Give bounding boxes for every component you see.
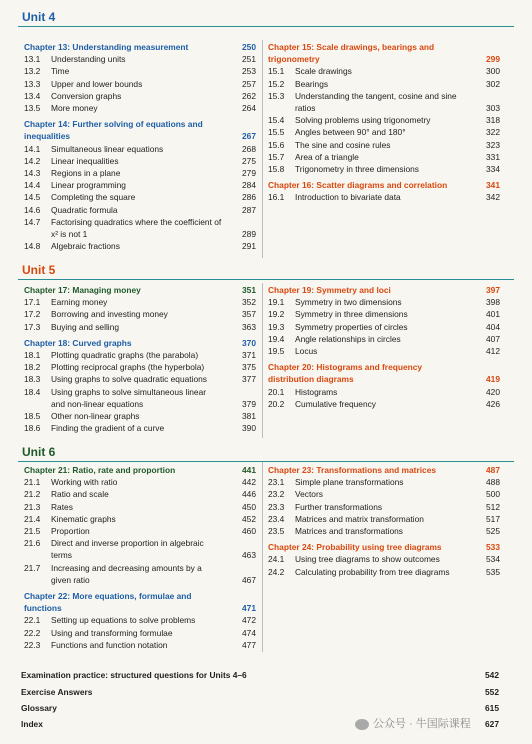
section-entry[interactable]: [268, 525, 500, 537]
section-title: Locus: [295, 346, 318, 357]
chapter-22-heading[interactable]: Chapter 22: More equations, formulae and functions 471: [24, 591, 256, 614]
section-number: 14.7: [24, 216, 41, 227]
chapter-21-heading[interactable]: Chapter 21: Ratio, rate and proportion 441: [24, 465, 256, 475]
section-page: 534: [486, 554, 500, 565]
section-title: Symmetry in two dimensions: [295, 297, 402, 308]
chapter-18-heading[interactable]: Chapter 18: Curved graphs 370: [24, 337, 256, 348]
section-title: Symmetry properties of circles: [295, 321, 408, 332]
section-number: 20.1: [268, 386, 285, 397]
section-page: 275: [242, 155, 256, 166]
chapter-14-heading[interactable]: Chapter 14: Further solving of equations and inequalities 267: [24, 119, 256, 142]
section-entry[interactable]: [24, 386, 256, 410]
section-entry[interactable]: [24, 513, 256, 525]
section-entry[interactable]: [24, 537, 256, 561]
section-number: 24.1: [268, 554, 285, 565]
section-title: Time: [51, 66, 70, 77]
section-entry[interactable]: [24, 639, 256, 651]
section-entry[interactable]: [24, 361, 256, 373]
section-entry[interactable]: [24, 476, 256, 488]
section-title: Using tree diagrams to show outcomes: [295, 554, 440, 565]
unit-4-title: Unit 4: [22, 10, 56, 24]
section-page: 442: [242, 477, 256, 488]
section-page: 375: [242, 362, 256, 373]
section-entry[interactable]: [268, 139, 500, 151]
section-entry[interactable]: [24, 167, 256, 179]
section-number: 14.6: [24, 204, 41, 215]
wechat-icon: [355, 719, 369, 730]
section-entry[interactable]: [268, 398, 500, 410]
section-number: 23.4: [268, 513, 285, 524]
section-page: 446: [242, 489, 256, 500]
section-entry[interactable]: [268, 553, 500, 565]
section-entry[interactable]: [24, 410, 256, 422]
section-title: Introduction to bivariate data: [295, 192, 401, 203]
section-page: 525: [486, 526, 500, 537]
back-matter-glossary[interactable]: Glossary 615: [21, 703, 499, 713]
section-entry[interactable]: [24, 373, 256, 385]
section-title: Trigonometry in three dimensions: [295, 164, 419, 175]
section-title: Linear inequalities: [51, 155, 119, 166]
section-page: 323: [486, 139, 500, 150]
section-title: Conversion graphs: [51, 90, 122, 101]
section-title: Algebraic fractions: [51, 241, 120, 252]
section-entry[interactable]: [24, 501, 256, 513]
section-number: 13.2: [24, 66, 41, 77]
section-title: Working with ratio: [51, 477, 118, 488]
section-page: 467: [242, 574, 256, 585]
section-number: 18.2: [24, 362, 41, 373]
chapter-15-sections: [268, 65, 500, 175]
chapter-13-heading[interactable]: Chapter 13: Understanding measurement 250: [24, 42, 256, 52]
section-entry[interactable]: [268, 488, 500, 500]
section-number: 18.1: [24, 350, 41, 361]
section-title: Area of a triangle: [295, 151, 359, 162]
section-page: 426: [486, 398, 500, 409]
section-page: 398: [486, 297, 500, 308]
section-number: 13.3: [24, 78, 41, 89]
section-number: 15.2: [268, 78, 285, 89]
back-matter-index[interactable]: Index 627: [21, 719, 499, 729]
section-number: 23.3: [268, 501, 285, 512]
section-title: Further transformations: [295, 501, 383, 512]
section-number: 20.2: [268, 398, 285, 409]
section-entry[interactable]: [268, 345, 500, 357]
section-title: Histograms: [295, 386, 338, 397]
section-number: 15.3: [268, 90, 285, 101]
section-number: 17.3: [24, 321, 41, 332]
section-page: 322: [486, 127, 500, 138]
section-page: 268: [242, 143, 256, 154]
section-page: 302: [486, 78, 500, 89]
section-title: Proportion: [51, 526, 90, 537]
section-page: 291: [242, 241, 256, 252]
section-entry[interactable]: [24, 296, 256, 308]
section-number: 19.1: [268, 297, 285, 308]
unit-5-right-column: [268, 284, 500, 410]
section-number: 14.3: [24, 168, 41, 179]
section-page: 257: [242, 78, 256, 89]
section-title: Simultaneous linear equations: [51, 143, 164, 154]
section-page: 463: [242, 550, 256, 561]
section-title: Bearings: [295, 78, 329, 89]
watermark: 公众号 · 牛国际课程: [355, 714, 505, 734]
section-page: 357: [242, 309, 256, 320]
section-number: 16.1: [268, 192, 285, 203]
unit-6-right-column: [268, 464, 500, 578]
section-page: 460: [242, 526, 256, 537]
section-entry[interactable]: [268, 151, 500, 163]
section-page: 352: [242, 297, 256, 308]
section-number: 15.5: [268, 127, 285, 138]
chapter-17-heading[interactable]: Chapter 17: Managing money 351: [24, 285, 256, 295]
section-entry[interactable]: [24, 179, 256, 191]
section-entry[interactable]: [268, 566, 500, 578]
unit-5-header: [18, 261, 514, 280]
section-entry[interactable]: [268, 333, 500, 345]
section-number: 21.6: [24, 538, 41, 549]
section-page: 535: [486, 566, 500, 577]
column-divider: [262, 283, 263, 438]
section-entry[interactable]: [24, 143, 256, 155]
section-page: 390: [242, 423, 256, 434]
section-title: Factorising quadratics where the coefficient of x² is not 1: [51, 216, 222, 240]
section-title: Plotting quadratic graphs (the parabola): [51, 350, 199, 361]
section-entry[interactable]: [24, 614, 256, 626]
section-title: Kinematic graphs: [51, 513, 116, 524]
section-page: 287: [242, 204, 256, 215]
section-entry[interactable]: [24, 321, 256, 333]
section-number: 13.5: [24, 103, 41, 114]
column-divider: [262, 40, 263, 258]
section-title: Quadratic formula: [51, 204, 118, 215]
section-entry[interactable]: [24, 65, 256, 77]
section-page: 404: [486, 321, 500, 332]
section-title: Regions in a plane: [51, 168, 121, 179]
section-title: Linear programming: [51, 180, 126, 191]
section-entry[interactable]: [268, 163, 500, 175]
section-title: Scale drawings: [295, 66, 352, 77]
chapter-21-sections: [24, 476, 256, 586]
section-title: Borrowing and investing money: [51, 309, 168, 320]
section-number: 19.4: [268, 333, 285, 344]
section-number: 15.8: [268, 164, 285, 175]
section-page: 284: [242, 180, 256, 191]
unit-5-left-column: [24, 284, 256, 434]
section-entry[interactable]: [268, 78, 500, 90]
section-title: Completing the square: [51, 192, 136, 203]
section-title: Calculating probability from tree diagrams: [295, 566, 450, 577]
section-title: Using graphs to solve quadratic equations: [51, 374, 207, 385]
section-entry[interactable]: [268, 296, 500, 308]
section-entry[interactable]: [24, 191, 256, 203]
section-page: 450: [242, 501, 256, 512]
section-entry[interactable]: [268, 90, 500, 114]
section-number: 19.5: [268, 346, 285, 357]
section-number: 23.2: [268, 489, 285, 500]
section-number: 21.3: [24, 501, 41, 512]
unit-6-left-column: [24, 464, 256, 651]
section-title: Solving problems using trigonometry: [295, 115, 431, 126]
section-title: Using graphs to solve simultaneous linear and non-linear equations: [51, 386, 207, 409]
section-number: 23.1: [268, 477, 285, 488]
back-matter-exam-practice[interactable]: Examination practice: structured questions for Units 4–6 542: [21, 670, 499, 680]
section-entry[interactable]: [24, 102, 256, 114]
section-title: Matrices and matrix transformation: [295, 513, 424, 524]
section-number: 13.4: [24, 90, 41, 101]
section-page: 279: [242, 168, 256, 179]
section-page: 472: [242, 615, 256, 626]
section-entry[interactable]: [24, 78, 256, 90]
section-page: 407: [486, 333, 500, 344]
section-page: 286: [242, 192, 256, 203]
chapter-19-heading[interactable]: Chapter 19: Symmetry and loci 397: [268, 285, 500, 295]
unit-6-header: [18, 443, 514, 462]
section-title: Finding the gradient of a curve: [51, 423, 165, 434]
unit-4-right-column: [268, 41, 500, 204]
chapter-23-sections: [268, 476, 500, 537]
section-number: 15.4: [268, 115, 285, 126]
section-page: 318: [486, 115, 500, 126]
section-page: 474: [242, 627, 256, 638]
chapter-13-sections: [24, 53, 256, 114]
section-page: 377: [242, 374, 256, 385]
chapter-19-sections: [268, 296, 500, 357]
section-page: 381: [242, 411, 256, 422]
chapter-20-sections: [268, 386, 500, 410]
section-page: 264: [242, 103, 256, 114]
section-title: Simple plane transformations: [295, 477, 404, 488]
section-title: Rates: [51, 501, 73, 512]
section-number: 17.1: [24, 297, 41, 308]
section-entry[interactable]: [24, 562, 256, 586]
section-page: 253: [242, 66, 256, 77]
section-number: 21.7: [24, 562, 41, 573]
section-entry[interactable]: [24, 525, 256, 537]
section-title: Matrices and transformations: [295, 526, 403, 537]
chapter-24-heading[interactable]: Chapter 24: Probability using tree diagrams 533: [268, 542, 500, 553]
section-page: 289: [242, 229, 256, 240]
chapter-22-sections: [24, 614, 256, 651]
chapter-16-heading[interactable]: Chapter 16: Scatter diagrams and correlation 341: [268, 180, 500, 191]
section-number: 22.3: [24, 639, 41, 650]
section-title: Understanding units: [51, 54, 126, 65]
chapter-18-sections: [24, 349, 256, 434]
section-entry[interactable]: [24, 422, 256, 434]
chapter-16-sections: [268, 191, 500, 203]
section-title: The sine and cosine rules: [295, 139, 391, 150]
section-entry[interactable]: [268, 191, 500, 203]
back-matter-exercise-answers[interactable]: Exercise Answers 552: [21, 687, 499, 697]
section-title: Cumulative frequency: [295, 398, 376, 409]
section-entry[interactable]: [24, 308, 256, 320]
section-page: 262: [242, 90, 256, 101]
section-number: 21.4: [24, 513, 41, 524]
chapter-20-heading[interactable]: Chapter 20: Histograms and frequency distribution diagrams 419: [268, 362, 500, 385]
column-divider: [262, 462, 263, 652]
section-entry[interactable]: [268, 126, 500, 138]
section-title: Functions and function notation: [51, 639, 168, 650]
chapter-23-heading[interactable]: Chapter 23: Transformations and matrices 487: [268, 465, 500, 475]
section-number: 22.1: [24, 615, 41, 626]
section-entry[interactable]: [24, 240, 256, 252]
section-title: Direct and inverse proportion in algebraic terms: [51, 538, 204, 561]
section-page: 401: [486, 309, 500, 320]
section-title: Angles between 90° and 180°: [295, 127, 406, 138]
section-entry[interactable]: [24, 53, 256, 65]
section-entry[interactable]: [268, 308, 500, 320]
section-title: More money: [51, 103, 98, 114]
section-entry[interactable]: [24, 155, 256, 167]
section-number: 22.2: [24, 627, 41, 638]
section-number: 17.2: [24, 309, 41, 320]
section-entry[interactable]: [268, 321, 500, 333]
section-number: 21.5: [24, 526, 41, 537]
section-entry[interactable]: [268, 476, 500, 488]
section-number: 14.4: [24, 180, 41, 191]
section-entry[interactable]: [268, 114, 500, 126]
section-entry[interactable]: [24, 216, 256, 240]
chapter-15-heading[interactable]: Chapter 15: Scale drawings, bearings and trigonometry 299: [268, 42, 500, 65]
section-title: Buying and selling: [51, 321, 119, 332]
section-page: 452: [242, 513, 256, 524]
section-page: 363: [242, 321, 256, 332]
section-page: 342: [486, 192, 500, 203]
unit-4-left-column: [24, 41, 256, 252]
section-number: 14.8: [24, 241, 41, 252]
section-title: Upper and lower bounds: [51, 78, 143, 89]
section-number: 14.2: [24, 155, 41, 166]
chapter-17-sections: [24, 296, 256, 333]
chapter-24-sections: [268, 553, 500, 577]
section-number: 24.2: [268, 566, 285, 577]
section-number: 18.6: [24, 423, 41, 434]
section-page: 300: [486, 66, 500, 77]
chapter-14-sections: [24, 143, 256, 253]
section-entry[interactable]: [24, 90, 256, 102]
section-page: 379: [242, 398, 256, 409]
unit-5-title: Unit 5: [22, 263, 56, 277]
section-entry[interactable]: [268, 501, 500, 513]
section-title: Other non-linear graphs: [51, 411, 140, 422]
section-title: Increasing and decreasing amounts by a given ratio: [51, 562, 202, 585]
section-number: 14.5: [24, 192, 41, 203]
section-page: 488: [486, 477, 500, 488]
section-number: 19.3: [268, 321, 285, 332]
section-title: Setting up equations to solve problems: [51, 615, 196, 626]
section-page: 512: [486, 501, 500, 512]
section-title: Vectors: [295, 489, 323, 500]
section-title: Earning money: [51, 297, 108, 308]
section-entry[interactable]: [268, 386, 500, 398]
section-number: 18.5: [24, 411, 41, 422]
section-page: 331: [486, 151, 500, 162]
section-number: 14.1: [24, 143, 41, 154]
section-entry[interactable]: [24, 627, 256, 639]
section-number: 18.4: [24, 386, 41, 397]
section-entry[interactable]: [24, 488, 256, 500]
section-number: 21.2: [24, 489, 41, 500]
section-number: 15.6: [268, 139, 285, 150]
section-number: 19.2: [268, 309, 285, 320]
section-entry[interactable]: [24, 349, 256, 361]
section-page: 500: [486, 489, 500, 500]
section-entry[interactable]: [268, 65, 500, 77]
section-number: 13.1: [24, 54, 41, 65]
unit-6-title: Unit 6: [22, 445, 56, 459]
unit-4-header: [18, 8, 514, 27]
section-number: 21.1: [24, 477, 41, 488]
section-page: 303: [486, 103, 500, 114]
section-page: 334: [486, 164, 500, 175]
section-page: 477: [242, 639, 256, 650]
section-page: 517: [486, 513, 500, 524]
section-title: Angle relationships in circles: [295, 333, 401, 344]
section-page: 420: [486, 386, 500, 397]
section-page: 412: [486, 346, 500, 357]
section-number: 23.5: [268, 526, 285, 537]
section-title: Ratio and scale: [51, 489, 109, 500]
section-number: 15.7: [268, 151, 285, 162]
section-page: 251: [242, 54, 256, 65]
section-title: Using and transforming formulae: [51, 627, 173, 638]
section-number: 15.1: [268, 66, 285, 77]
section-entry[interactable]: [24, 204, 256, 216]
section-number: 18.3: [24, 374, 41, 385]
section-page: 371: [242, 350, 256, 361]
section-entry[interactable]: [268, 513, 500, 525]
section-title: Understanding the tangent, cosine and sine ratios: [295, 90, 457, 114]
section-title: Plotting reciprocal graphs (the hyperbola): [51, 362, 205, 373]
section-title: Symmetry in three dimensions: [295, 309, 408, 320]
